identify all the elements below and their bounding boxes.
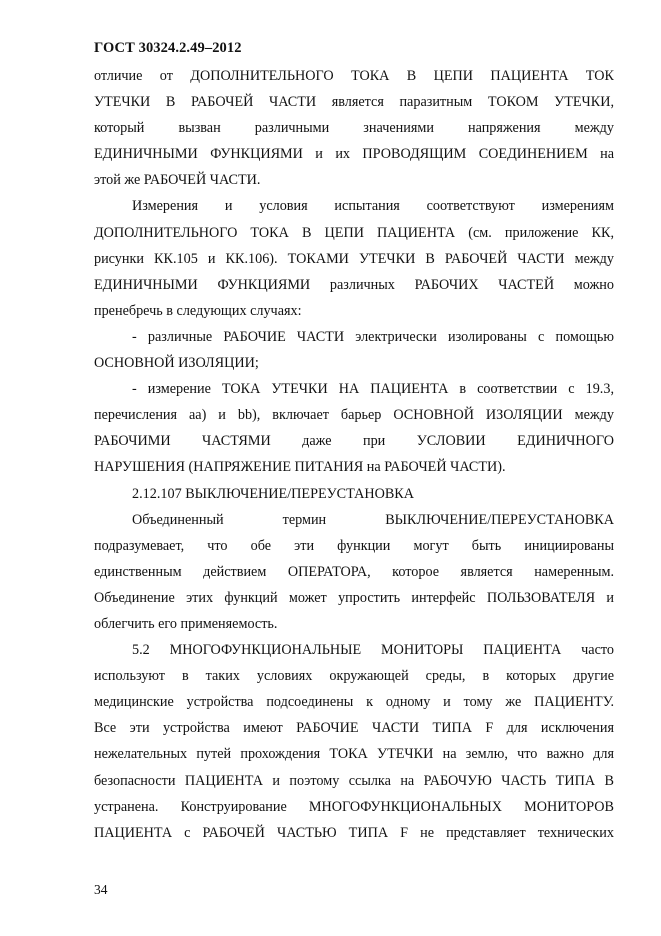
text-line: ДОПОЛНИТЕЛЬНОГО ТОКА В ЦЕПИ ПАЦИЕНТА (см. приложение КК, xyxy=(94,224,614,241)
text-line: НАРУШЕНИЯ (НАПРЯЖЕНИЕ ПИТАНИЯ на РАБОЧЕЙ ЧАСТИ). xyxy=(94,459,506,476)
text-line: этой же РАБОЧЕЙ ЧАСТИ. xyxy=(94,172,261,189)
text-line: РАБОЧИМИ ЧАСТЯМИ даже при УСЛОВИИ ЕДИНИЧНОГО xyxy=(94,433,614,450)
text-line: подразумевает, что обе эти функции могут быть инициированы xyxy=(94,537,614,554)
text-line: медицинские устройства подсоединены к одному и тому же ПАЦИЕНТУ. xyxy=(94,694,614,711)
text-line: 2.12.107 ВЫКЛЮЧЕНИЕ/ПЕРЕУСТАНОВКА xyxy=(132,485,414,502)
text-line: УТЕЧКИ В РАБОЧЕЙ ЧАСТИ является паразитным ТОКОМ УТЕЧКИ, xyxy=(94,94,614,111)
text-line: облегчить его применяемость. xyxy=(94,615,278,632)
text-line: единственным действием ОПЕРАТОРА, которое является намеренным. xyxy=(94,563,614,580)
text-line: используют в таких условиях окружающей среды, в которых другие xyxy=(94,668,614,685)
document-body xyxy=(94,63,614,846)
text-line: - различные РАБОЧИЕ ЧАСТИ электрически изолированы с помощью xyxy=(132,328,614,345)
text-line: ЕДИНИЧНЫМИ ФУНКЦИЯМИ различных РАБОЧИХ ЧАСТЕЙ можно xyxy=(94,276,614,293)
text-line: Объединение этих функций может упростить интерфейс ПОЛЬЗОВАТЕЛЯ и xyxy=(94,589,614,606)
paragraph xyxy=(94,63,614,193)
text-line: 5.2 МНОГОФУНКЦИОНАЛЬНЫЕ МОНИТОРЫ ПАЦИЕНТА часто xyxy=(132,642,614,659)
text-line: пренебречь в следующих случаях: xyxy=(94,302,302,319)
paragraph xyxy=(94,324,614,376)
text-line: ПАЦИЕНТА с РАБОЧЕЙ ЧАСТЬЮ ТИПА F не представляет технических xyxy=(94,824,614,841)
text-line: - измерение ТОКА УТЕЧКИ НА ПАЦИЕНТА в соответствии с 19.3, xyxy=(132,381,614,398)
page-number: 34 xyxy=(94,882,108,897)
paragraph xyxy=(94,637,614,846)
text-line: Все эти устройства имеют РАБОЧИЕ ЧАСТИ ТИПА F для исключения xyxy=(94,720,614,737)
text-line: Объединенный термин ВЫКЛЮЧЕНИЕ/ПЕРЕУСТАНОВКА xyxy=(132,511,614,528)
text-line: рисунки КК.105 и КК.106). ТОКАМИ УТЕЧКИ В РАБОЧЕЙ ЧАСТИ между xyxy=(94,250,614,267)
text-line: который вызван различными значениями напряжения между xyxy=(94,120,614,137)
text-line: ОСНОВНОЙ ИЗОЛЯЦИИ; xyxy=(94,355,259,372)
paragraph xyxy=(94,507,614,637)
text-line: Измерения и условия испытания соответствуют измерениям xyxy=(132,198,614,215)
paragraph xyxy=(94,376,614,480)
paragraph xyxy=(94,481,614,507)
text-line: перечисления аа) и bb), включает барьер ОСНОВНОЙ ИЗОЛЯЦИИ между xyxy=(94,407,614,424)
text-line: нежелательных путей прохождения ТОКА УТЕЧКИ на землю, что важно для xyxy=(94,746,614,763)
page-header: ГОСТ 30324.2.49–2012 xyxy=(94,40,242,56)
text-line: безопасности ПАЦИЕНТА и поэтому ссылка на РАБОЧУЮ ЧАСТЬ ТИПА В xyxy=(94,772,614,789)
text-line: ЕДИНИЧНЫМИ ФУНКЦИЯМИ и их ПРОВОДЯЩИМ СОЕДИНЕНИЕМ на xyxy=(94,146,614,163)
paragraph xyxy=(94,193,614,323)
text-line: отличие от ДОПОЛНИТЕЛЬНОГО ТОКА В ЦЕПИ ПАЦИЕНТА ТОК xyxy=(94,68,614,84)
text-line: устранена. Конструирование МНОГОФУНКЦИОНАЛЬНЫХ МОНИТОРОВ xyxy=(94,798,614,815)
